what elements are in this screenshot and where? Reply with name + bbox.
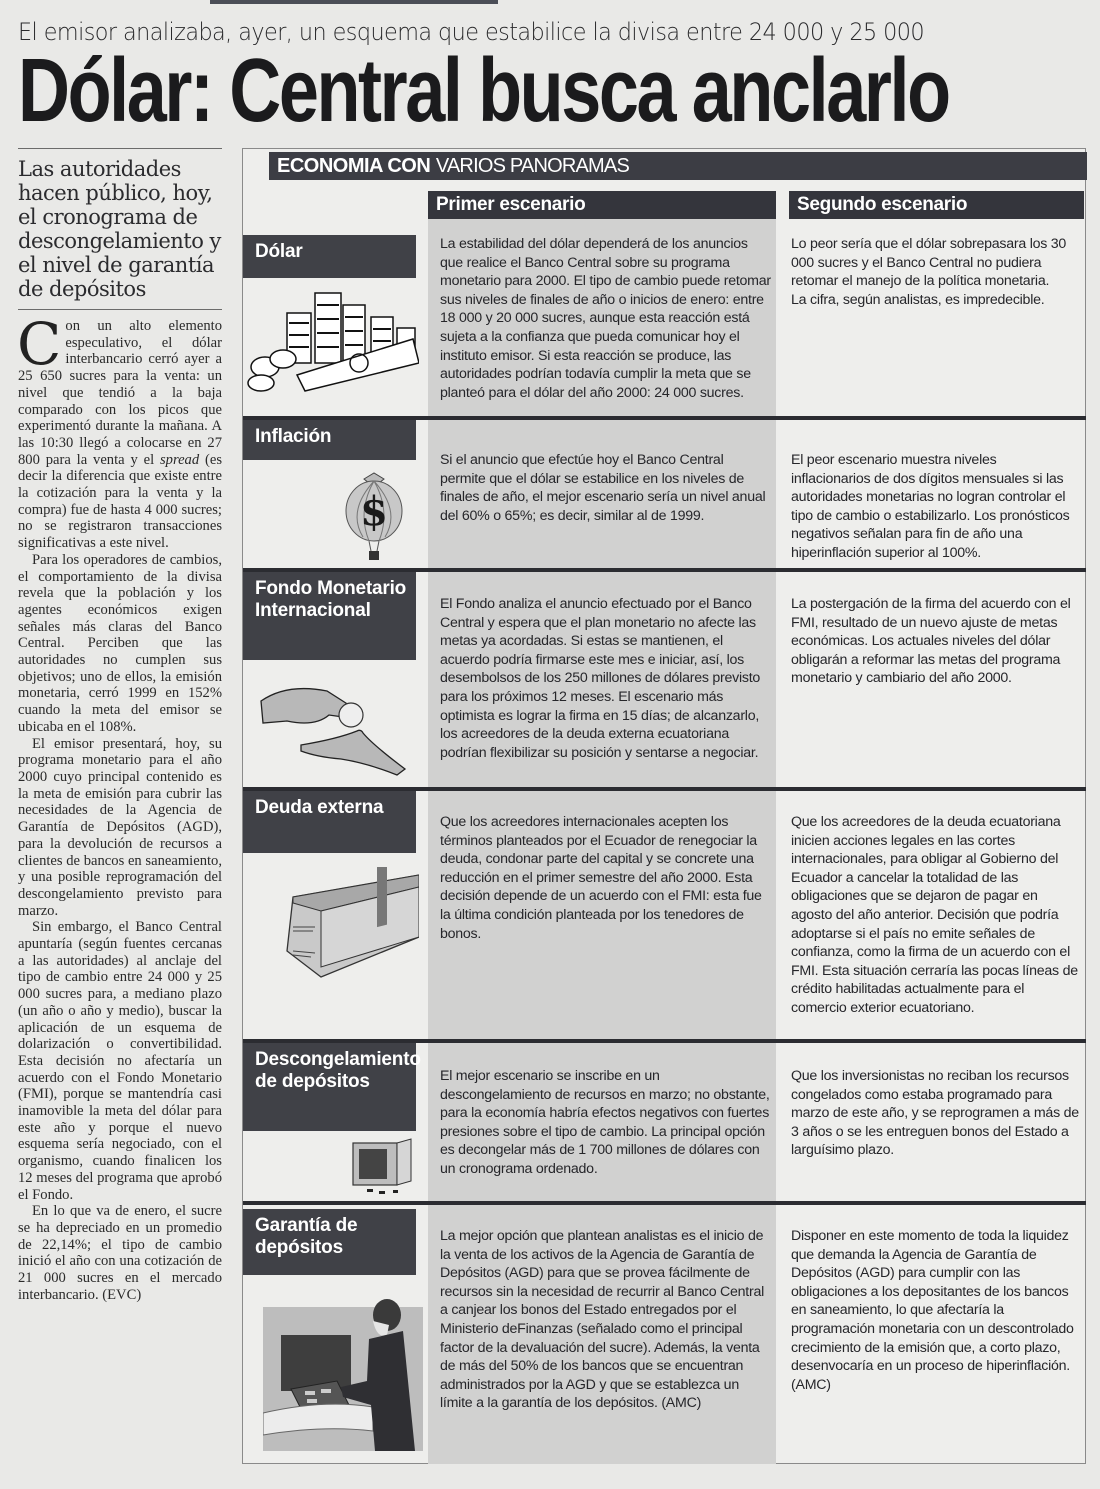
article-kicker: El emisor analizaba, ayer, un esquema que estabilice la divisa entre 24 000 y 25 000	[18, 18, 925, 46]
scenario-cell-second: Que los inversionistas no reciban los recursos congelados como estaba programado para marzo de este año, y se reprogramen a más de 3 años o se les entreguen bonos del Estado a larguísimo plazo.	[791, 1068, 1079, 1159]
article-headline: Dólar: Central busca anclarlo	[18, 41, 949, 141]
divider	[18, 148, 222, 149]
category-label-inflacion: Inflación	[243, 420, 416, 460]
article-deck: Las autoridades hacen público, hoy, el cronograma de descongelamiento y el nivel de garantía de depósitos	[18, 157, 221, 301]
paragraph: Para los operadores de cambios, el comportamiento de la divisa revela que la población y los agentes económicos exigen señales más claras del Banco Central. Perciben que las autoridades no cumplen sus objetivos; uno de ellos, la emisión monetaria, cerró 1999 en 152% cuando la meta del emisor se ubicaba en el 108%.	[18, 551, 222, 735]
scenario-infographic	[242, 148, 1086, 1464]
top-edge-strip	[210, 0, 498, 4]
scenario-cell-first: La mejor opción que plantean analistas es el inicio de la venta de los activos de la Agencia de Garantía de Depósitos (AGD) para que se provea fácilmente de recursos sin la necesidad de recurrir al Banco Central a canjear los bonos del Estado entregados por el Ministerio deFinanzas (señalado como el principal factor de la devaluación del sucre). Además, la venta de más del 50% de los bancos que se encuentran administrados por la AGD y que se establezca un límite a la garantía de los depósitos. (AMC)	[440, 1228, 765, 1412]
paragraph: Sin embargo, el Banco Central apuntaría (según fuentes cercanas a las autoridades) al anclaje del tipo de cambio entre 24 000 y 25 000 sucres para, a mediano plazo (un año o año y medio), buscar la aplicación de un esquema de dolarización o convertibilidad. Esta decisión no afectaría un acuerdo con el Fondo Monetario (FMI), porque se mantendría casi inamovible la meta del dólar para este año y porque el nuevo esquema sería negociado, con el organismo, cuando finalicen los 12 meses del programa que aprobó el Fondo.	[18, 919, 222, 1203]
money-stack-icon	[247, 283, 419, 393]
column-header-first-scenario: Primer escenario	[428, 191, 776, 219]
open-safe-icon	[349, 1135, 413, 1197]
paragraph: Con un alto elemento especulativo, el dólar interbancario cerró ayer a 25 650 sucres para la venta: un nivel que tendió a la baja comparado con los picos que experimentó durante la mañana. A las 10:30 llegó a colocarse en 27 800 para la venta y el spread (es decir la diferencia que existe entre la cotización para la venta y la compra) fue de hasta 4 000 sucres; no se registraron transacciones significativas a este nivel.	[17, 310, 223, 552]
scenario-cell-second: Disponer en este momento de toda la liquidez que demanda la Agencia de Garantía de Depósitos (AGD) para cumplir con las obligaciones a los depositantes de los bancos en saneamiento, lo que afectaría la programación monetaria con un descontrolado crecimiento de la emisión que, a corto plazo, desenvocaría en un proceso de hiperinflación. (AMC)	[791, 1228, 1074, 1393]
category-label-garantia: Garantía de depósitos	[243, 1209, 416, 1275]
scenario-cell-first: El mejor escenario se inscribe en un descongelamiento de recursos en marzo; no obstante, para la economía habría efectos negativos con fuertes presiones sobre el tipo de cambio. La principal opción es decongelar más de 1 700 millones de dólares con un cronograma ordenado.	[440, 1068, 770, 1177]
dollar-balloon-icon	[339, 469, 409, 564]
svg-text:$: $	[360, 488, 388, 535]
drop-cap: C	[17, 310, 62, 378]
scenario-cell-second: El peor escenario muestra niveles inflacionarios de dos dígitos mensuales si las autoridades monetarias no logran controlar el tipo de cambio o estabilizarlo. Los pronósticos negativos señalan para fin de año una hiperinflación superior al 100%.	[791, 452, 1070, 561]
category-label-dolar: Dólar	[243, 235, 416, 278]
row-divider	[243, 1201, 1086, 1205]
scenario-cell-first: La estabilidad del dólar dependerá de los anuncios que realice el Banco Central sobre su programa monetario para 2000. El tipo de cambio puede retomar sus niveles de finales de año o inicios de enero: entre 18 000 y 20 000 sucres, aunque esta reacción está sujeta a la confianza que pueda comunicar hoy el instituto emisor. Si esta reacción se produce, las autoridades podrían todavía cumplir la meta que se planteó para el dólar del año 2000: 24 000 sucres.	[440, 236, 771, 401]
category-label-descongelamiento: Descongelamiento de depósitos	[243, 1043, 416, 1131]
scenario-cell-second: Que los acreedores de la deuda ecuatoriana inicien acciones legales en las cortes internacionales, para obligar al Gobierno del Ecuador a cancelar la totalidad de las obligaciones que se dejaron de pagar en agosto del año anterior. Decisión que podría adoptarse si el país no emite señales de confianza, como la firma de un acuerdo con el FMI. Esta situación cerraría las pocas líneas de crédito habilitadas actualmente para el comercio exterior ecuatoriano.	[791, 814, 1078, 1016]
article-body	[17, 310, 223, 1303]
scenario-cell-second: Lo peor sería que el dólar sobrepasara los 30 000 sucres y el Banco Central no pudiera retomar el manejo de la política monetaria. La cifra, según analistas, es impredecible.	[791, 236, 1067, 308]
article-column	[18, 148, 222, 1303]
column-header-second-scenario: Segundo escenario	[789, 191, 1084, 219]
category-label-deuda-externa: Deuda externa	[243, 791, 416, 853]
scenario-cell-first: Que los acreedores internacionales acepten los términos planteados por el Ecuador de renegociar la deuda, condonar parte del capital y se concrete una reducción en el primer semestre del año 2000. Esta decisión depende de un acuerdo con el FMI: esta fue la última condición planteada por los tenedores de bonos.	[440, 814, 762, 942]
banknote-bundle-icon	[281, 867, 419, 987]
scenario-cell-first: Si el anuncio que efectúe hoy el Banco Central permite que el dólar se estabilice en los niveles de finales de año, el mejor escenario sería un nivel anual del 60% o 65%; es decir, similar al de 1999.	[440, 452, 766, 524]
category-label-fmi: Fondo Monetario Internacional	[243, 572, 416, 660]
scenario-cell-first: El Fondo analiza el anuncio efectuado por el Banco Central y espera que el plan monetario no afecte las metas ya acordadas. Si estas se mantienen, el acuerdo podría firmarse este mes e iniciar, así, los desembolsos de los 250 millones de dólares previsto para los próximos 12 meses. El escenario más optimista es lograr la firma en 15 días; de alcanzarlo, los acreedores de la deuda externa ecuatoriana podrían flexibilizar su posición y sentarse a negociar.	[440, 596, 761, 761]
infographic-title: ECONOMIA CON VARIOS PANORAMAS	[269, 152, 1087, 180]
man-at-atm-icon	[263, 1295, 423, 1451]
hand-coin-icon	[257, 671, 417, 779]
paragraph: En lo que va de enero, el sucre se ha depreciado en un promedio de 22,14%; el tipo de cambio inició el año con una cotización de 21 000 sucres en el mercado interbancario. (EVC)	[18, 1203, 222, 1303]
scenario-cell-second: La postergación de la firma del acuerdo con el FMI, resultado de un nuevo ajuste de metas económicas. Los actuales niveles del dólar obligarán a reformar las metas del programa monetario y cambiario del año 2000.	[791, 596, 1071, 687]
paragraph: El emisor presentará, hoy, su programa monetario para el año 2000 cuyo principal contenido es la meta de emisión para cubrir las necesidades de la Agencia de Garantía de Depósitos (AGD), para la devolución de recursos a clientes de bancos en saneamiento, y una posible reprogramación del descongelamiento previsto para marzo.	[18, 735, 222, 919]
